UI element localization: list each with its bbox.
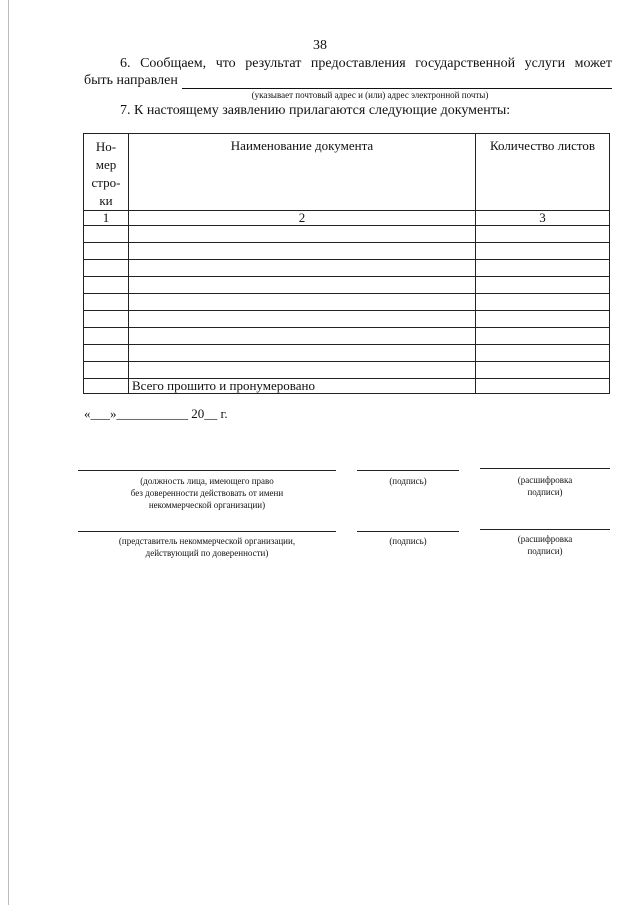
table-row[interactable] <box>84 362 610 379</box>
address-hint: (указывает почтовый адрес и (или) адрес электронной почты) <box>251 90 489 100</box>
position-line-2[interactable] <box>78 531 336 532</box>
table-header-row <box>84 134 610 211</box>
page-number: 38 <box>313 38 327 53</box>
paragraph-6-line-2 <box>84 72 612 89</box>
signature-line-2[interactable] <box>357 531 459 532</box>
table-row[interactable] <box>84 294 610 311</box>
paragraph-6 <box>84 55 612 89</box>
paragraph-6-line-2-text: быть направлен <box>84 73 178 88</box>
total-value[interactable] <box>476 379 610 394</box>
table-row[interactable] <box>84 345 610 362</box>
table-row[interactable] <box>84 226 610 243</box>
header-row-number: Но- мер стро- ки <box>84 134 129 211</box>
documents-table <box>83 133 610 394</box>
decoding-caption-2: (расшифровка подписи) <box>517 534 573 556</box>
decoding-line-2[interactable] <box>480 529 610 530</box>
signature-line-1[interactable] <box>357 470 459 471</box>
address-fill-line[interactable] <box>182 75 612 89</box>
position-caption-1: (должность лица, имеющего право без доверенности действовать от имени некоммерческой организации) <box>130 476 284 510</box>
decoding-line-1[interactable] <box>480 468 610 469</box>
table-row[interactable] <box>84 328 610 345</box>
header-sheet-count: Количество листов <box>476 134 610 211</box>
table-number-row <box>84 211 610 226</box>
paragraph-6-line-1: 6. Сообщаем, что результат предоставления государственной услуги может <box>120 56 612 71</box>
column-number-2: 2 <box>129 211 476 226</box>
table-row[interactable] <box>84 260 610 277</box>
paragraph-7: 7. К настоящему заявлению прилагаются следующие документы: <box>120 103 511 118</box>
signature-caption-2: (подпись) <box>389 536 427 546</box>
position-line-1[interactable] <box>78 470 336 471</box>
position-caption-2: (представитель некоммерческой организации, действующий по доверенности) <box>118 536 296 558</box>
signature-caption-1: (подпись) <box>389 476 427 486</box>
total-label: Всего прошито и пронумеровано <box>129 379 476 394</box>
column-number-3: 3 <box>476 211 610 226</box>
date-line[interactable]: «___»___________ 20__ г. <box>84 406 228 421</box>
table-total-row <box>84 379 610 394</box>
table-row[interactable] <box>84 243 610 260</box>
scan-margin-line <box>8 0 9 905</box>
table-row[interactable] <box>84 311 610 328</box>
header-document-name: Наименование документа <box>129 134 476 211</box>
column-number-1: 1 <box>84 211 129 226</box>
decoding-caption-1: (расшифровка подписи) <box>517 475 573 497</box>
table-row[interactable] <box>84 277 610 294</box>
